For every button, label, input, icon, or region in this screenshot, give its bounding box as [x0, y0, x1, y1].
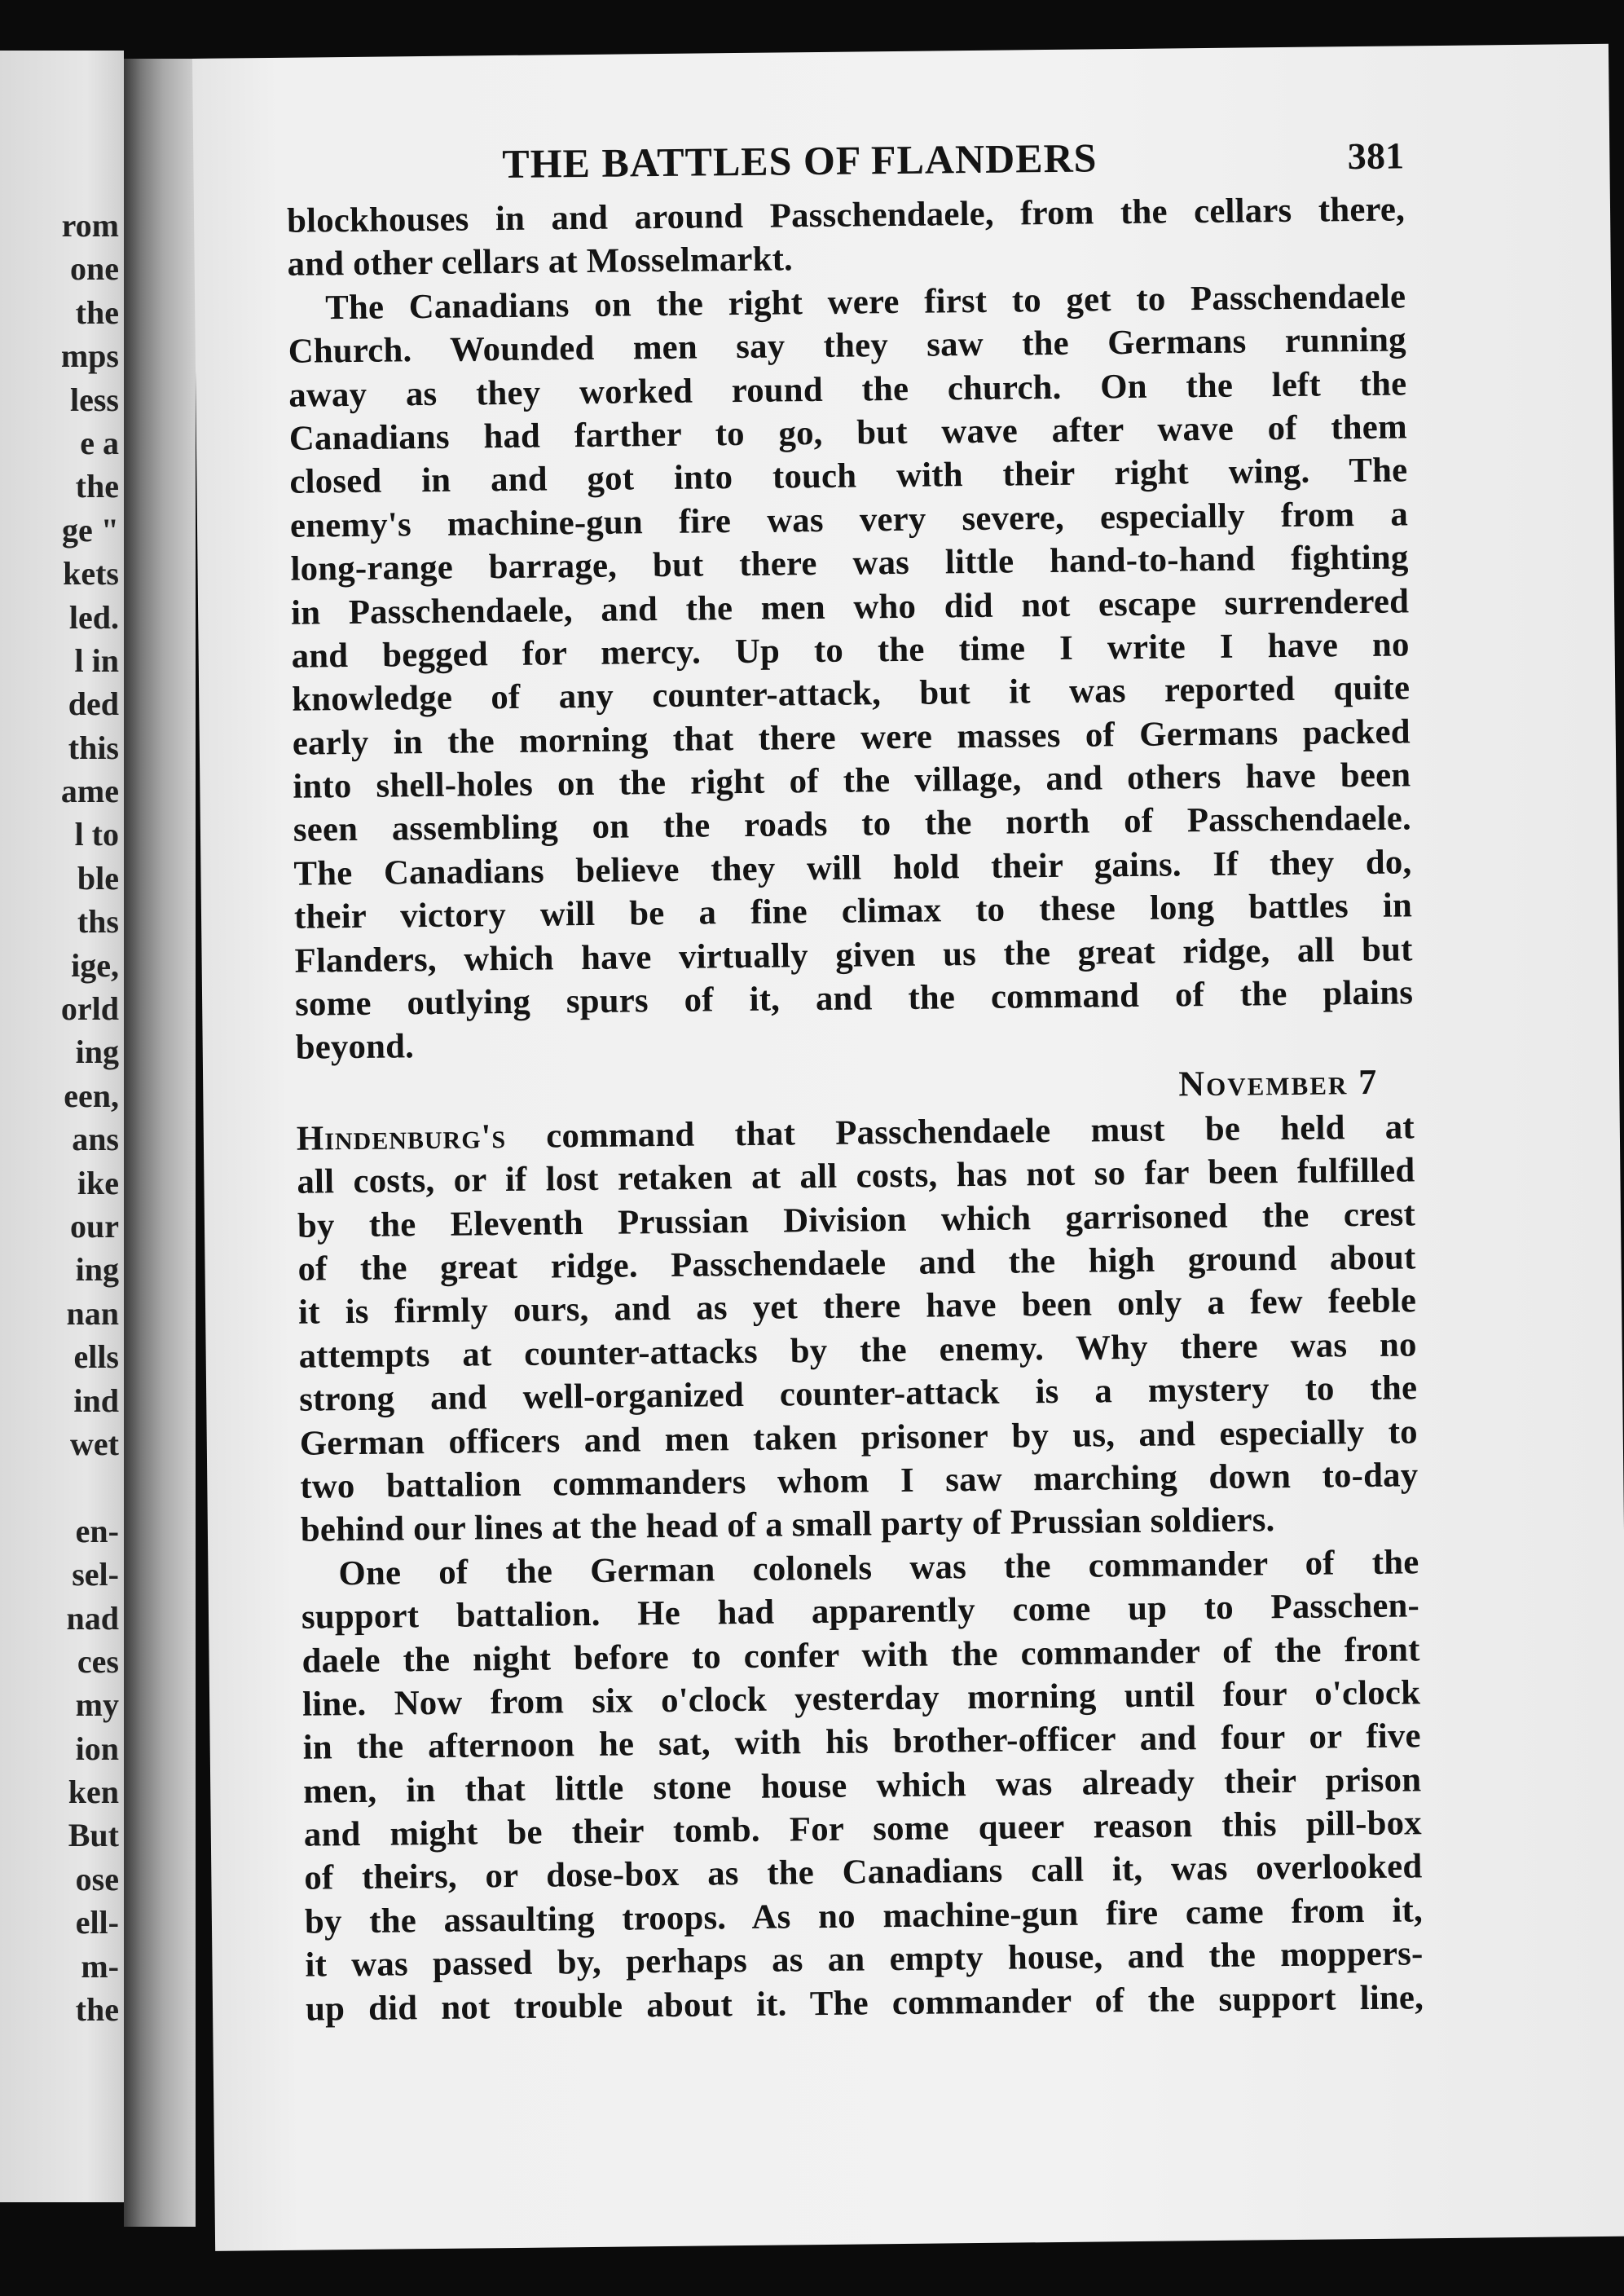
- paragraph-line: blockhouses in and around Passchendaele, from the cellars there,: [286, 190, 1406, 240]
- facing-page-fragment: ion: [75, 1730, 119, 1767]
- facing-page-fragment: orld: [60, 990, 119, 1028]
- paragraph-line: and might be their tomb. For some queer reason this pill-box: [303, 1804, 1422, 1854]
- paragraph-line: in the afternoon he sat, with his brother-officer and four or five: [302, 1716, 1421, 1767]
- paragraph-line: strong and well-organized counter-attack is a mystery to the: [298, 1368, 1418, 1419]
- facing-page-fragment: the: [75, 468, 119, 505]
- facing-page-fragment: this: [68, 729, 119, 766]
- facing-page-fragment: ike: [77, 1164, 119, 1201]
- paragraph-line: Canadians had farther to go, but wave after wave of them: [288, 408, 1408, 458]
- facing-page-fragment: rom: [61, 207, 119, 244]
- facing-page-fragment: the: [75, 1991, 119, 2029]
- paragraph-line: by the assaulting troops. As no machine-gun fire came from it,: [304, 1891, 1424, 1941]
- paragraph-line: of theirs, or dose-box as the Canadians call it, was overlooked: [304, 1847, 1423, 1898]
- facing-page-fragment: ame: [60, 773, 119, 810]
- facing-page-fragment: ing: [75, 1251, 119, 1289]
- facing-page-fragment: ell-: [75, 1904, 119, 1941]
- paragraph-line: German officers and men taken prisoner by us, and especially to: [299, 1412, 1418, 1463]
- paragraph-line: men, in that little stone house which was already their prison: [303, 1760, 1422, 1811]
- facing-page-fragment: less: [70, 381, 119, 418]
- paragraph-line: Flanders, which have virtually given us the great ridge, all but: [294, 930, 1413, 981]
- facing-page-fragment: ans: [72, 1121, 119, 1158]
- paragraph-1: [287, 187, 1406, 286]
- paragraph-line: some outlying spurs of it, and the command of the plains: [294, 973, 1414, 1024]
- paragraph-line: and begged for mercy. Up to the time I write I have no: [291, 625, 1410, 676]
- paragraph-line: The Canadians believe they will hold their gains. If they do,: [293, 843, 1412, 893]
- facing-page-text: [61, 204, 119, 2031]
- facing-page: [0, 51, 124, 2202]
- facing-page-fragment: kets: [63, 555, 119, 593]
- facing-page-fragment: mps: [60, 337, 119, 375]
- paragraph-line: and other cellars at Mosselmarkt.: [287, 240, 794, 284]
- facing-page-fragment: ble: [77, 859, 119, 897]
- paragraph-line: The Canadians on the right were first to get to Passchendaele: [324, 277, 1406, 328]
- paragraph-3: [297, 1105, 1419, 1552]
- paragraph-line: it is firmly ours, and as yet there have been only a few feeble: [297, 1281, 1417, 1333]
- dateline: November 7: [1178, 1061, 1379, 1104]
- running-head: THE BATTLES OF FLANDERS: [502, 134, 1098, 187]
- facing-page-fragment: ge ": [62, 511, 119, 549]
- paragraph-line: by the Eleventh Prussian Division which garrisoned the crest: [297, 1194, 1416, 1245]
- facing-page-fragment: en-: [75, 1512, 119, 1549]
- paragraph-line: their victory will be a fine climax to these long battles in: [293, 886, 1413, 936]
- paragraph-line: beyond.: [295, 1027, 415, 1068]
- facing-page-fragment: one: [70, 250, 119, 288]
- paragraph-line: One of the German colonels was the commander of the: [338, 1543, 1419, 1593]
- paragraph-line: of the great ridge. Passchendaele and the high ground about: [297, 1238, 1416, 1289]
- facing-page-fragment: the: [75, 293, 119, 331]
- paragraph-line: line. Now from six o'clock yesterday morning until four o'clock: [301, 1673, 1421, 1724]
- facing-page-fragment: nad: [66, 1599, 119, 1637]
- paragraph-line: early in the morning that there were masses of Germans packed: [292, 712, 1411, 763]
- paragraph-2: [288, 275, 1414, 1069]
- paragraph-line: support battalion. He had apparently come up to Passchen-: [301, 1586, 1420, 1637]
- page-text: [286, 130, 1424, 2030]
- facing-page-fragment: ind: [73, 1382, 119, 1419]
- paragraph-3-body: [297, 1149, 1419, 1553]
- paragraph-line: it was passed by, perhaps as an empty house, and the moppers-: [305, 1934, 1424, 1985]
- facing-page-fragment: ces: [77, 1642, 119, 1680]
- paragraph-line: long-range barrage, but there was little hand-to-hand fighting: [290, 538, 1409, 588]
- facing-page-fragment: m-: [81, 1947, 119, 1985]
- facing-page-fragment: ths: [77, 903, 119, 941]
- paragraph-4: [301, 1540, 1424, 2031]
- paragraph-line: into shell-holes on the right of the village, and others have been: [293, 756, 1411, 806]
- paragraph-line: all costs, or if lost retaken at all costs, has not so far been fulfilled: [297, 1151, 1415, 1201]
- lead-line-text: command that Passchendaele must be held at: [505, 1108, 1415, 1156]
- facing-page-fragment: ded: [68, 685, 119, 723]
- facing-page-fragment: ige,: [71, 946, 119, 984]
- facing-page-fragment: een,: [64, 1077, 119, 1114]
- facing-page-fragment: l to: [74, 816, 119, 853]
- facing-page-fragment: led.: [68, 598, 119, 636]
- facing-page-fragment: ing: [75, 1033, 119, 1071]
- paragraph-line: up did not trouble about it. The commander of the support line,: [305, 1977, 1424, 2029]
- facing-page-fragment: e a: [80, 424, 119, 461]
- paragraph-line: closed in and got into touch with their right wing. The: [289, 451, 1408, 502]
- facing-page-fragment: our: [70, 1207, 119, 1245]
- book-page: [192, 44, 1624, 2251]
- facing-page-fragment: ose: [75, 1860, 119, 1897]
- facing-page-fragment: wet: [70, 1425, 119, 1462]
- paragraph-line: Church. Wounded men say they saw the Germans running: [288, 320, 1406, 371]
- paragraph-line: knowledge of any counter-attack, but it was reported quite: [291, 668, 1411, 720]
- paragraph-line: behind our lines at the head of a small party of Prussian soldiers.: [300, 1501, 1275, 1550]
- page-number: 381: [1347, 134, 1405, 178]
- facing-page-fragment: But: [68, 1817, 119, 1854]
- paragraph-line: attempts at counter-attacks by the enemy. Why there was no: [298, 1325, 1417, 1376]
- page-header: [286, 130, 1405, 199]
- paragraph-line: seen assembling on the roads to the north of Passchendaele.: [293, 799, 1412, 850]
- facing-page-fragment: ells: [73, 1338, 119, 1376]
- facing-page-fragment: [61, 1465, 119, 1509]
- book-gutter: [124, 59, 196, 2227]
- paragraph-line: daele the night before to confer with the commander of the front: [301, 1629, 1420, 1681]
- paragraph-line: in Passchendaele, and the men who did not escape surrendered: [290, 581, 1410, 632]
- facing-page-fragment: l in: [74, 641, 119, 679]
- facing-page-fragment: nan: [66, 1294, 119, 1332]
- facing-page-fragment: ken: [68, 1774, 119, 1811]
- facing-page-fragment: my: [75, 1686, 119, 1724]
- facing-page-fragment: sel-: [72, 1556, 119, 1593]
- paragraph-line: away as they worked round the church. On the left the: [288, 364, 1407, 415]
- lead-word: Hindenburg's: [296, 1117, 507, 1158]
- paragraph-line: enemy's machine-gun fire was very severe, especially from a: [289, 495, 1409, 545]
- paragraph-line: two battalion commanders whom I saw marching down to-day: [300, 1456, 1419, 1506]
